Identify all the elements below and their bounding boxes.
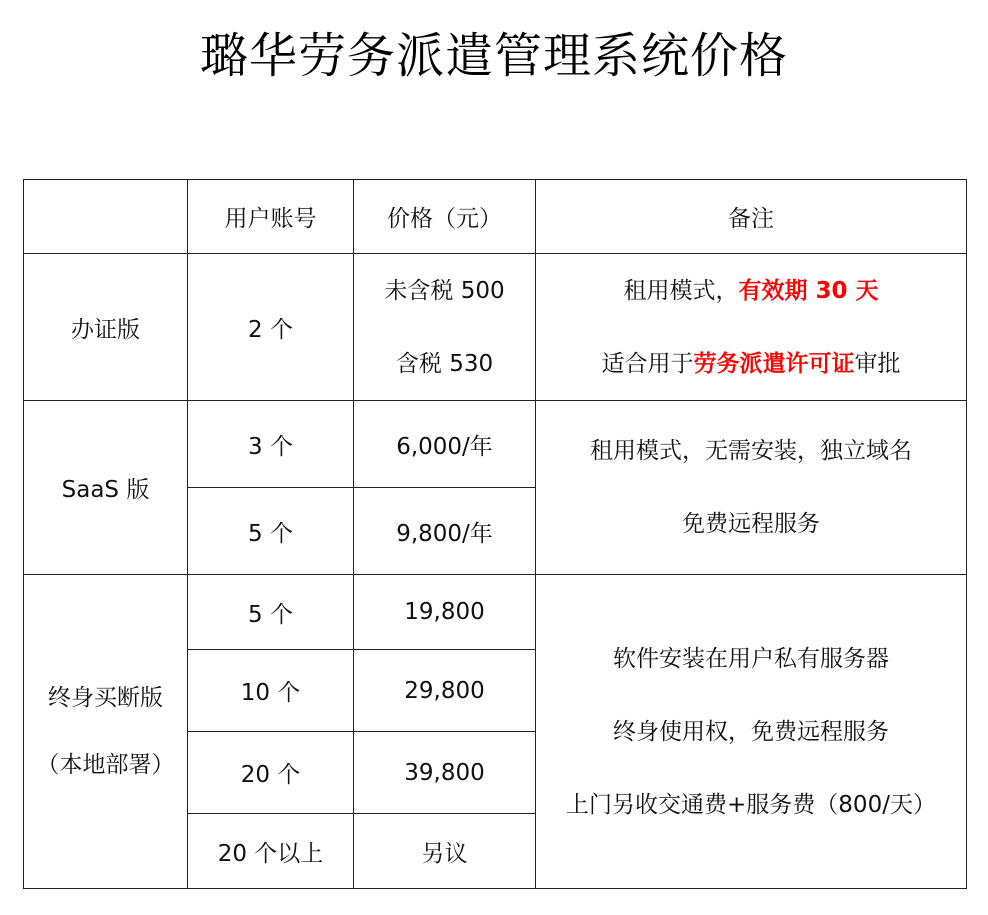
edition-license-name: 办证版 [24,254,188,401]
lifetime-price-4: 另议 [354,814,536,889]
table-row-license-edition [24,254,967,401]
table-row-saas-1 [24,401,967,488]
table-header-row [24,180,967,254]
header-notes: 备注 [536,180,967,254]
lifetime-accounts-1: 5 个 [188,575,354,650]
license-notes-cell [536,254,967,401]
lifetime-accounts-3: 20 个 [188,732,354,814]
header-price: 价格（元） [354,180,536,254]
lifetime-price-2: 29,800 [354,650,536,732]
price-table [23,179,967,889]
saas-notes-cell [536,401,967,575]
license-note-2 [536,349,966,379]
license-note-1 [536,276,966,306]
lifetime-note-2: 终身使用权，免费远程服务 [613,718,889,745]
license-price-excl-tax: 未含税 500 [384,277,505,304]
header-accounts: 用户账号 [188,180,354,254]
lifetime-accounts-4: 20 个以上 [188,814,354,889]
header-blank-cell [24,180,188,254]
saas-note-1: 租用模式，无需安装，独立域名 [590,438,912,464]
license-price-incl-tax: 含税 530 [395,350,494,377]
saas-price-1: 6,000/年 [354,401,536,488]
license-note-2-suffix: 审批 [854,350,901,377]
license-note-2-prefix: 适合用于 [601,350,694,377]
license-note-1-text: 租用模式， [623,277,739,304]
lifetime-note-1: 软件安装在用户私有服务器 [613,645,889,672]
license-validity-highlight: 有效期 30 天 [738,277,879,304]
lifetime-accounts-2: 10 个 [188,650,354,732]
edition-saas-name: SaaS 版 [24,401,188,575]
edition-lifetime-cell [24,575,188,889]
license-accounts: 2 个 [188,254,354,401]
lifetime-notes-cell [536,575,967,889]
saas-note-2: 免费远程服务 [682,511,820,537]
saas-accounts-2: 5 个 [188,488,354,575]
edition-lifetime-subname: （本地部署） [36,752,175,778]
lifetime-price-1: 19,800 [354,575,536,650]
license-price-cell [354,254,536,401]
license-permit-highlight: 劳务派遣许可证 [693,350,855,377]
table-row-lifetime-1 [24,575,967,650]
page-title: 璐华劳务派遣管理系统价格 [199,28,788,84]
lifetime-note-3: 上门另收交通费+服务费（800/天） [566,791,936,818]
lifetime-price-3: 39,800 [354,732,536,814]
saas-accounts-1: 3 个 [188,401,354,488]
saas-price-2: 9,800/年 [354,488,536,575]
edition-lifetime-name: 终身买断版 [48,685,163,711]
